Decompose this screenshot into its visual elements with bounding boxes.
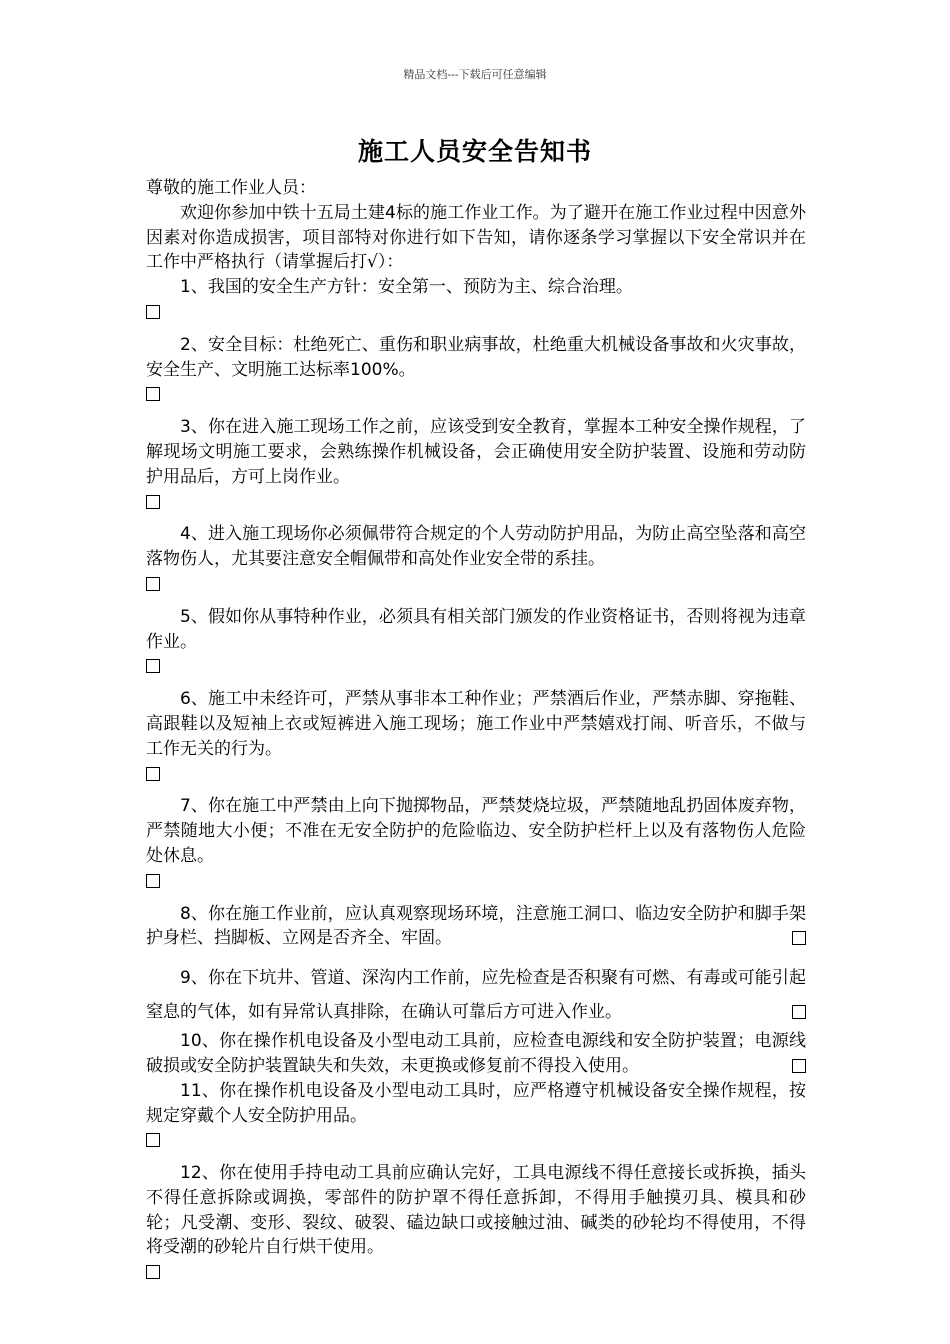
checkbox[interactable]: [146, 305, 160, 319]
notice-item-3: [146, 415, 806, 514]
notice-item-5: [146, 605, 806, 679]
notice-item-2: [146, 333, 806, 407]
checkbox[interactable]: [792, 1059, 806, 1073]
notice-item-text: 8、你在施工作业前，应认真观察现场环境，注意施工洞口、临边安全防护和脚手架护身栏、挡脚板、立网是否齐全、牢固。: [146, 903, 806, 949]
notice-item-8: [146, 902, 806, 952]
checkbox[interactable]: [146, 659, 160, 673]
notice-item-text: 12、你在使用手持电动工具前应确认完好，工具电源线不得任意接长或拆换，插头不得任意拆除或调换，零部件的防护罩不得任意拆卸，不得用手触摸刃具、模具和砂轮；凡受潮、变形、裂纹、破裂、磕边缺口或接触过油、碱类的砂轮均不得使用，不得将受潮的砂轮片自行烘干使用。: [146, 1163, 806, 1258]
notice-item-text: 2、安全目标：杜绝死亡、重伤和职业病事故，杜绝重大机械设备事故和火灾事故，安全生产、文明施工达标率100%。: [146, 334, 806, 380]
notice-item-row: [146, 961, 806, 1029]
checkbox[interactable]: [146, 577, 160, 591]
checkbox[interactable]: [146, 1265, 160, 1279]
notice-item-12: [146, 1161, 806, 1285]
checkbox[interactable]: [146, 767, 160, 781]
page-header: 精品文档---下载后可任意编辑: [403, 68, 547, 81]
notice-item-text: 10、你在操作机电设备及小型电动工具前，应检查电源线和安全防护装置；电源线破损或安全防护装置缺失和失效，未更换或修复前不得投入使用。: [146, 1031, 806, 1076]
checkbox[interactable]: [146, 387, 160, 401]
notice-item-10: [146, 1029, 806, 1079]
notice-item-text: 11、你在操作机电设备及小型电动工具时，应严格遵守机械设备安全操作规程，按规定穿戴个人安全防护用品。: [146, 1080, 806, 1126]
notice-item-9: [146, 961, 806, 1029]
notice-item-text: 6、施工中未经许可，严禁从事非本工种作业；严禁酒后作业，严禁赤脚、穿拖鞋、高跟鞋以及短袖上衣或短裤进入施工现场；施工作业中严禁嬉戏打闹、听音乐，不做与工作无关的行为。: [146, 689, 806, 759]
notice-item-6: [146, 687, 806, 786]
notice-item-7: [146, 794, 806, 893]
notice-item-text: 4、进入施工现场你必须佩带符合规定的个人劳动防护用品，为防止高空坠落和高空落物伤人，尤其要注意安全帽佩带和高处作业安全带的系挂。: [146, 524, 806, 570]
checkbox[interactable]: [146, 874, 160, 888]
notice-item-text: 1、我国的安全生产方针：安全第一、预防为主、综合治理。: [180, 277, 633, 298]
notice-item-text: 9、你在下坑井、管道、深沟内工作前，应先检查是否积聚有可燃、有毒或可能引起窒息的气体，如有异常认真排除，在确认可靠后方可进入作业。: [146, 968, 806, 1023]
checkbox[interactable]: [146, 1133, 160, 1147]
notice-item-text: 3、你在进入施工现场工作之前，应该受到安全教育，掌握本工种安全操作规程，了解现场文明施工要求，会熟练操作机械设备，会正确使用安全防护装置、设施和劳动防护用品后，方可上岗作业。: [146, 417, 806, 487]
notice-item-row: [146, 1029, 806, 1079]
notice-item-text: 7、你在施工中严禁由上向下抛掷物品，严禁焚烧垃圾，严禁随地乱扔固体废弃物，严禁随地大小便；不准在无安全防护的危险临边、安全防护栏杆上以及有落物伤人危险处休息。: [146, 796, 806, 866]
notice-item-1: [146, 275, 806, 325]
document-title: 施工人员安全告知书: [357, 137, 592, 166]
notice-item-row: [146, 902, 806, 952]
notice-item-4: [146, 522, 806, 596]
notice-item-11: [146, 1079, 806, 1153]
greeting: 尊敬的施工作业人员：: [146, 178, 316, 198]
notice-item-text: 5、假如你从事特种作业，必须具有相关部门颁发的作业资格证书，否则将视为违章作业。: [146, 606, 806, 652]
intro-paragraph: 欢迎你参加中铁十五局土建4标的施工作业工作。为了避开在施工作业过程中因意外因素对你造成损害，项目部特对你进行如下告知，请你逐条学习掌握以下安全常识并在工作中严格执行（请掌握后打√）：: [146, 202, 806, 273]
checkbox[interactable]: [792, 1005, 806, 1019]
checkbox[interactable]: [146, 495, 160, 509]
checkbox[interactable]: [792, 931, 806, 945]
document-body: [146, 176, 806, 1285]
